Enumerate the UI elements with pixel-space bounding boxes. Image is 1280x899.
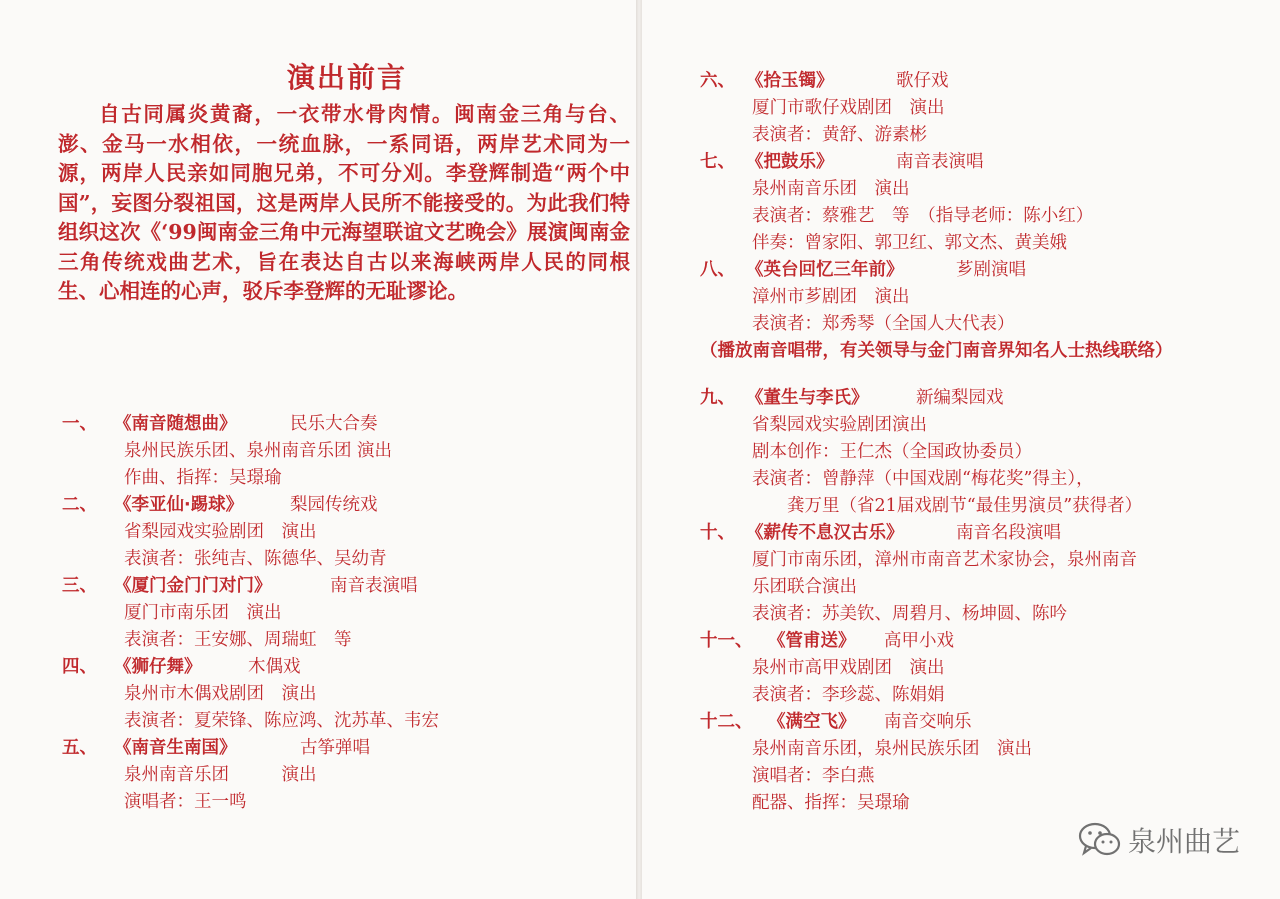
program-detail-line: 表演者：郑秀琴（全国人大代表） <box>752 314 1015 334</box>
program-detail-line: 表演者：张纯吉、陈德华、吴幼青 <box>124 549 387 569</box>
program-genre: 南音名段演唱 <box>956 523 1061 543</box>
watermark <box>1078 820 1240 860</box>
program-number: 十二、 <box>700 712 753 732</box>
program-list-left <box>62 411 622 816</box>
program-genre: 南音表演唱 <box>330 576 418 596</box>
program-number: 十、 <box>700 523 735 543</box>
program-title: 《英台回忆三年前》 <box>746 260 904 280</box>
program-number: 六、 <box>700 71 735 91</box>
program-genre: 歌仔戏 <box>896 71 949 91</box>
program-title: 《南音生南国》 <box>114 738 237 758</box>
program-detail-line: 漳州市芗剧团 演出 <box>752 287 910 307</box>
program-item-header <box>700 520 1260 547</box>
preface-text <box>58 100 630 307</box>
program-genre: 梨园传统戏 <box>290 495 378 515</box>
program-item-header <box>62 573 622 600</box>
program-detail-line: 演唱者：王一鸣 <box>124 792 247 812</box>
program-number: 九、 <box>700 388 735 408</box>
program-genre: 南音交响乐 <box>884 712 972 732</box>
program-genre: 木偶戏 <box>248 657 301 677</box>
spacer <box>700 365 1260 385</box>
program-genre: 芗剧演唱 <box>956 260 1026 280</box>
program-title: 《薪传不息汉古乐》 <box>746 523 904 543</box>
program-detail-line: 厦门市南乐团，漳州市南音艺术家协会，泉州南音 <box>752 550 1137 570</box>
program-genre: 古筝弹唱 <box>300 738 370 758</box>
program-item-header <box>62 411 622 438</box>
program-detail-line: 泉州南音乐团 演出 <box>752 179 910 199</box>
program-detail-line: 配器、指挥：吴璟瑜 <box>752 793 910 813</box>
program-detail-line: 表演者：黄舒、游素彬 <box>752 125 927 145</box>
wechat-icon <box>1078 821 1122 859</box>
program-number: 八、 <box>700 260 735 280</box>
program-item-header <box>700 628 1260 655</box>
program-detail-line: 厦门市歌仔戏剧团 演出 <box>752 98 945 118</box>
program-genre: 南音表演唱 <box>896 152 984 172</box>
program-detail-line: 伴奏：曾家阳、郭卫红、郭文杰、黄美娥 <box>752 233 1067 253</box>
watermark-text: 泉州曲艺 <box>1127 825 1240 858</box>
program-list-right <box>700 68 1260 817</box>
program-genre: 高甲小戏 <box>884 631 954 651</box>
program-detail-line: 剧本创作：王仁杰（全国政协委员） <box>752 442 1032 462</box>
program-item-header <box>700 257 1260 284</box>
program-detail-line: 厦门市南乐团 演出 <box>124 603 282 623</box>
program-detail-line: 省梨园戏实验剧团 演出 <box>124 522 317 542</box>
program-item-header <box>700 149 1260 176</box>
program-title: 《董生与李氏》 <box>746 388 869 408</box>
program-item-header <box>700 709 1260 736</box>
program-detail-line: 乐团联合演出 <box>752 577 857 597</box>
program-title: 《把鼓乐》 <box>746 152 834 172</box>
program-detail-line: 省梨园戏实验剧团演出 <box>752 415 927 435</box>
program-detail-line: 泉州市高甲戏剧团 演出 <box>752 658 945 678</box>
program-genre: 民乐大合奏 <box>290 414 378 434</box>
program-detail-line: 泉州南音乐团 演出 <box>124 765 317 785</box>
program-genre: 新编梨园戏 <box>916 388 1004 408</box>
page-title: 演出前言 <box>286 61 407 94</box>
program-detail-line: 泉州民族乐团、泉州南音乐团 演出 <box>124 441 393 461</box>
program-detail-line: 表演者：苏美钦、周碧月、杨坤圆、陈吟 <box>752 604 1067 624</box>
program-detail-line: 泉州南音乐团，泉州民族乐团 演出 <box>752 739 1032 759</box>
program-item-header <box>700 68 1260 95</box>
program-detail-line: 表演者：李珍蕊、陈娟娟 <box>752 685 945 705</box>
program-title: 《拾玉镯》 <box>746 71 834 91</box>
program-title: 《厦门金门门对门》 <box>114 576 272 596</box>
program-detail-line: 泉州市木偶戏剧团 演出 <box>124 684 317 704</box>
program-note: （播放南音唱带，有关领导与金门南音界知名人士热线联络） <box>700 341 1173 361</box>
program-number: 五、 <box>62 738 97 758</box>
program-number: 四、 <box>62 657 97 677</box>
program-title: 《满空飞》 <box>768 712 856 732</box>
program-detail-line: 表演者：王安娜、周瑞虹 等 <box>124 630 352 650</box>
program-title: 《管甫送》 <box>768 631 856 651</box>
program-detail-line: 表演者：夏荣锋、陈应鸿、沈苏革、韦宏 <box>124 711 439 731</box>
program-item-header <box>62 492 622 519</box>
program-detail-line: 演唱者：李白燕 <box>752 766 875 786</box>
program-detail-line: 作曲、指挥：吴璟瑜 <box>124 468 282 488</box>
program-detail-line: 表演者：曾静萍（中国戏剧“梅花奖”得主）， <box>752 469 1094 489</box>
program-number: 二、 <box>62 495 97 515</box>
program-item-header <box>62 654 622 681</box>
preface-paragraph: 自古同属炎黄裔，一衣带水骨肉情。闽南金三角与台、澎、金马一水相依，一统血脉，一系同语，两岸艺术同为一源，两岸人民亲如同胞兄弟，不可分刈。李登辉制造“两个中国”，妄图分裂祖国，这是两岸人民所不能接受的。为此我们特组织这次《‘99闽南金三角中元海望联谊文艺晚会》展演闽南金三角传统戏曲艺术，旨在表达自古以来海峡两岸人民的同根生、心相连的心声，驳斥李登辉的无耻谬论。 <box>58 102 630 303</box>
program-item-header <box>62 735 622 762</box>
program-title: 《李亚仙·踢球》 <box>114 495 244 515</box>
program-detail-line: 龚万里（省21届戏剧节“最佳男演员”获得者） <box>752 496 1143 516</box>
program-title: 《狮仔舞》 <box>114 657 202 677</box>
program-number: 十一、 <box>700 631 753 651</box>
program-detail-line: 表演者：蔡雅艺 等 （指导老师：陈小红） <box>752 206 1094 226</box>
program-number: 一、 <box>62 414 97 434</box>
program-number: 三、 <box>62 576 97 596</box>
program-number: 七、 <box>700 152 735 172</box>
program-item-header <box>700 385 1260 412</box>
program-title: 《南音随想曲》 <box>114 414 237 434</box>
